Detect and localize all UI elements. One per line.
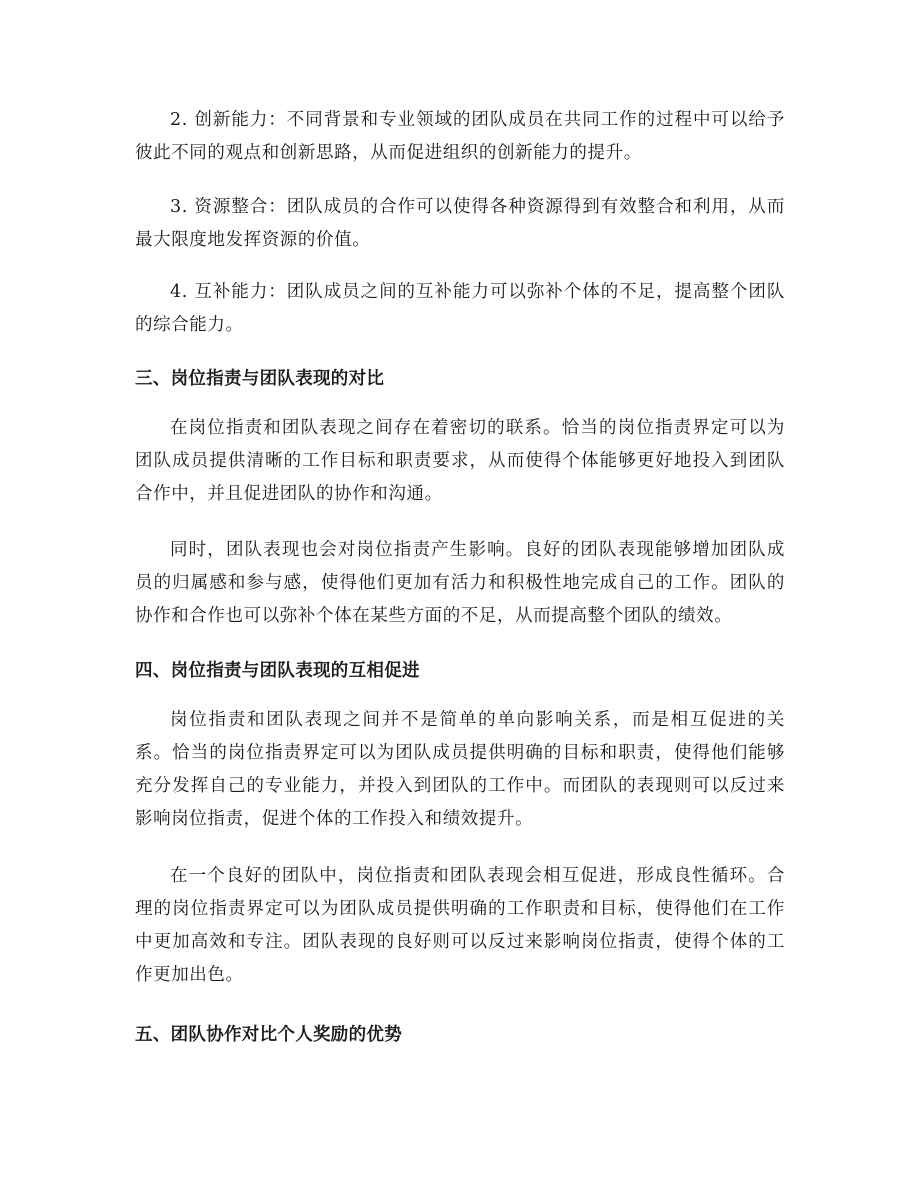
- list-item-innovation: 2. 创新能力：不同背景和专业领域的团队成员在共同工作的过程中可以给予彼此不同的观点和创新思路，从而促进组织的创新能力的提升。: [135, 110, 785, 163]
- section-3-paragraph-1: 在岗位指责和团队表现之间存在着密切的联系。恰当的岗位指责界定可以为团队成员提供清晰的工作目标和职责要求，从而使得个体能够更好地投入到团队合作中，并且促进团队的协作和沟通。: [135, 418, 785, 504]
- section-4-paragraph-1: 岗位指责和团队表现之间并不是简单的单向影响关系，而是相互促进的关系。恰当的岗位指责界定可以为团队成员提供明确的目标和职责，使得他们能够充分发挥自己的专业能力，并投入到团队的工作中。而团队的表现则可以反过来影响岗位指责，促进个体的工作投入和绩效提升。: [135, 710, 785, 829]
- section-heading-4: 四、岗位指责与团队表现的互相促进: [135, 661, 420, 681]
- list-item-resource-integration: 3. 资源整合：团队成员的合作可以使得各种资源得到有效整合和利用，从而最大限度地发挥资源的价值。: [135, 197, 785, 250]
- section-3-paragraph-2: 同时，团队表现也会对岗位指责产生影响。良好的团队表现能够增加团队成员的归属感和参与感，使得他们更加有活力和积极性地完成自己的工作。团队的协作和合作也可以弥补个体在某些方面的不足，从而提高整个团队的绩效。: [135, 540, 785, 626]
- list-item-complementary-ability: 4. 互补能力：团队成员之间的互补能力可以弥补个体的不足，提高整个团队的综合能力。: [135, 282, 785, 335]
- section-heading-3: 三、岗位指责与团队表现的对比: [135, 369, 385, 389]
- section-4-paragraph-2: 在一个良好的团队中，岗位指责和团队表现会相互促进，形成良性循环。合理的岗位指责界定可以为团队成员提供明确的工作职责和目标，使得他们在工作中更加高效和专注。团队表现的良好则可以反过来影响岗位指责，使得个体的工作更加出色。: [135, 866, 785, 985]
- section-heading-5: 五、团队协作对比个人奖励的优势: [135, 1025, 402, 1045]
